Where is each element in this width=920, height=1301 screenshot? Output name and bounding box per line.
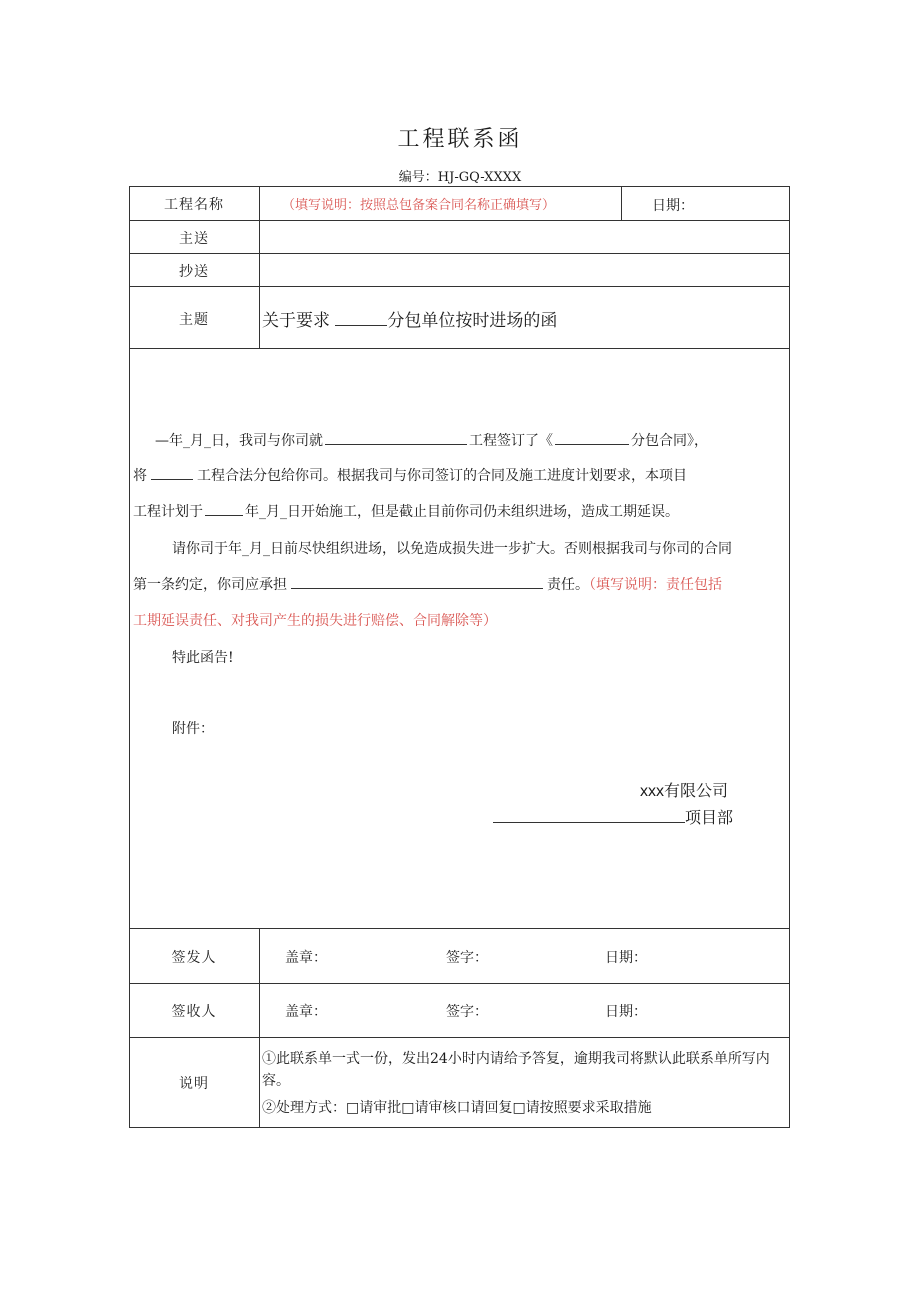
body-line-5: 第一条约定，你司应承担 责任。（填写说明：责任包括 bbox=[133, 574, 722, 594]
issuer-label: 签发人 bbox=[171, 950, 217, 966]
receiver-signature-label: 签字： bbox=[446, 1004, 488, 1020]
subject-label: 主题 bbox=[179, 312, 209, 328]
blank-department bbox=[493, 806, 685, 823]
row-divider bbox=[129, 983, 790, 984]
number-label: 编号： bbox=[398, 170, 438, 185]
document-number bbox=[0, 166, 920, 185]
subject-blank bbox=[335, 311, 387, 326]
issuer-seal-label: 盖章： bbox=[285, 950, 327, 966]
issuer-date-label: 日期： bbox=[605, 950, 647, 966]
blank-liability bbox=[291, 574, 543, 589]
blank-project bbox=[325, 430, 467, 445]
blank-year bbox=[205, 501, 243, 516]
closing-text: 特此函告! bbox=[172, 650, 234, 666]
company-name: xxx有限公司 bbox=[640, 783, 729, 800]
row-divider bbox=[129, 220, 790, 221]
document-title: 工程联系函 bbox=[397, 127, 523, 152]
row-divider bbox=[129, 286, 790, 287]
row-divider bbox=[129, 253, 790, 254]
body-line-2: 将 工程合法分包给你司。根据我司与你司签订的合同及施工进度计划要求，本项目 bbox=[133, 465, 687, 485]
notes-item-2: ②处理方式：□请审批□请审核口请回复□请按照要求采取措施 bbox=[262, 1100, 652, 1116]
column-divider bbox=[259, 928, 260, 1128]
to-label: 主送 bbox=[179, 231, 209, 247]
column-divider bbox=[621, 186, 622, 220]
receiver-label: 签收人 bbox=[171, 1004, 217, 1020]
date-label: 日期： bbox=[652, 198, 694, 214]
notes-item-1: ①此联系单一式一份，发出24小时内请给予答复，逾期我司将默认此联系单所写内容。 bbox=[262, 1051, 770, 1089]
column-divider bbox=[259, 186, 260, 348]
blank-contract bbox=[555, 430, 629, 445]
receiver-date-label: 日期： bbox=[605, 1004, 647, 1020]
attachment-label: 附件： bbox=[172, 721, 214, 737]
body-line-3: 工程计划于 年_月_日开始施工，但是截止目前你司仍未组织进场，造成工期延误。 bbox=[133, 501, 679, 521]
project-name-label: 工程名称 bbox=[164, 197, 224, 213]
project-department: 项目部 bbox=[493, 805, 733, 828]
receiver-seal-label: 盖章： bbox=[285, 1004, 327, 1020]
row-divider bbox=[129, 348, 790, 349]
cc-label: 抄送 bbox=[179, 264, 209, 280]
row-divider bbox=[129, 928, 790, 929]
body-line-4: 请你司于年_月_日前尽快组织进场，以免造成损失进一步扩大。否则根据我司与你司的合同 bbox=[172, 541, 732, 557]
body-line-1: —年_月_日，我司与你司就 工程签订了《 分包合同》， bbox=[155, 430, 708, 450]
blank-scope bbox=[151, 465, 193, 480]
issuer-signature-label: 签字： bbox=[446, 950, 488, 966]
project-name-hint: （填写说明：按照总包备案合同名称正确填写） bbox=[282, 198, 556, 213]
liability-hint: 工期延误责任、对我司产生的损失进行赔偿、合同解除等） bbox=[133, 613, 497, 629]
number-value: HJ-GQ-XXXX bbox=[437, 170, 522, 185]
row-divider bbox=[129, 1037, 790, 1038]
notes-label: 说明 bbox=[179, 1076, 209, 1092]
subject-text: 关于要求 分包单位按时进场的函 bbox=[262, 311, 558, 331]
